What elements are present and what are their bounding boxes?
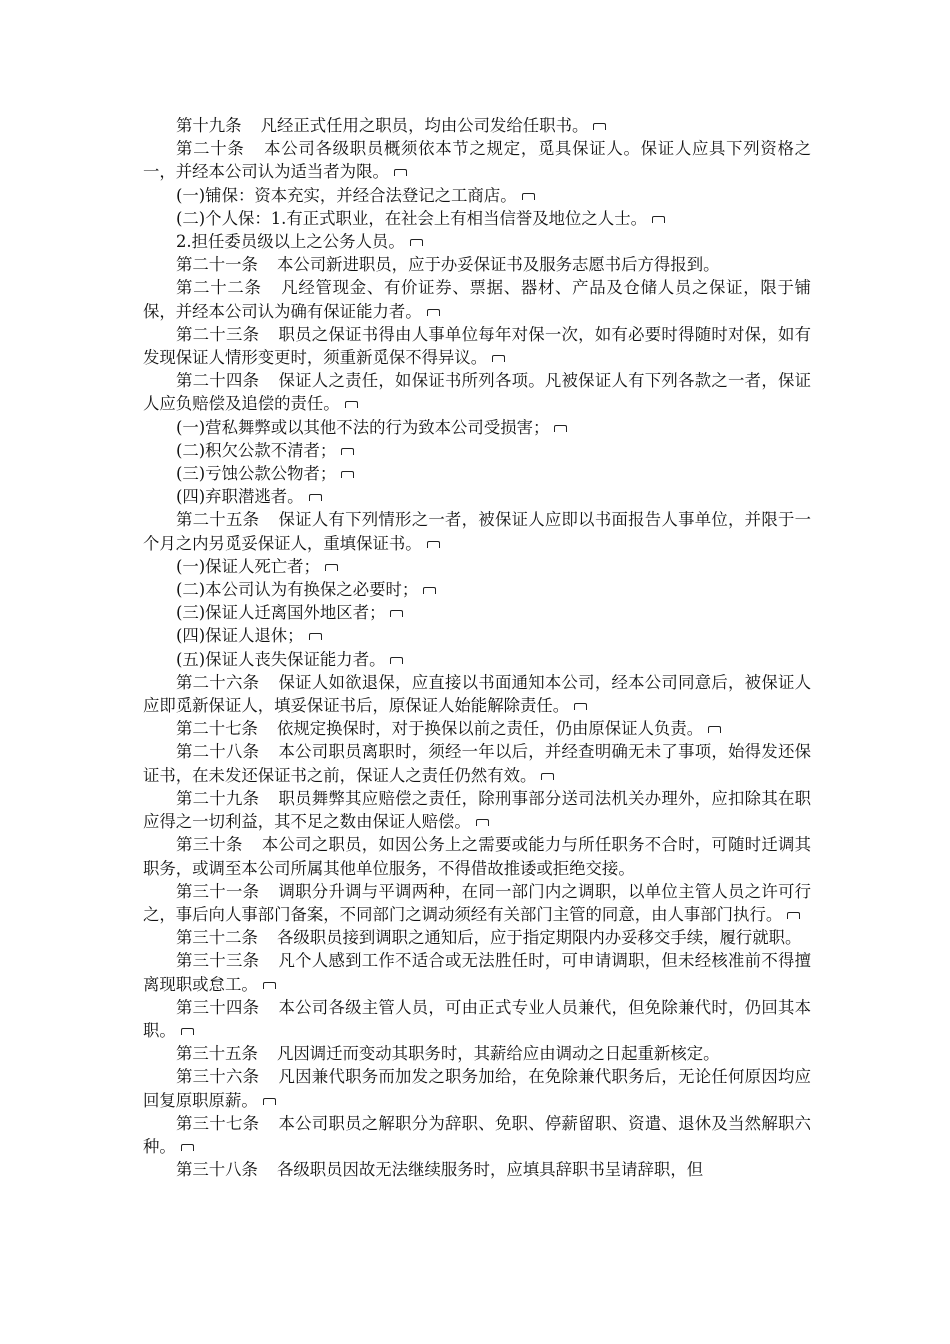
paragraph-mark-icon xyxy=(325,564,338,571)
paragraph xyxy=(143,833,811,879)
paragraph-text: (二)积欠公款不清者； xyxy=(176,440,337,460)
paragraph-mark-icon xyxy=(181,1028,194,1035)
paragraph-text: 保证人如欲退保，应直接以书面通知本公司，经本公司同意后，被保证人应即觅新保证人，填妥保证书后，原保证人始能解除责任。 xyxy=(143,672,812,716)
paragraph-text: 凡经管现金、有价证券、票据、器材、产品及仓储人员之保证，限于铺保，并经本公司认为确有保证能力者。 xyxy=(143,278,812,321)
document-body xyxy=(143,114,811,1181)
paragraph xyxy=(143,717,811,740)
paragraph-mark-icon xyxy=(522,193,535,200)
paragraph xyxy=(143,323,811,369)
paragraph-text: (五)保证人丧失保证能力者。 xyxy=(176,649,386,669)
article-number: 第三十一条 xyxy=(176,881,260,901)
paragraph-mark-icon xyxy=(492,355,505,362)
paragraph-text: 调职分升调与平调两种，在同一部门内之调职，以单位主管人员之许可行之，事后向人事部门备案，不同部门之调动须经有关部门主管的同意，由人事部门执行。 xyxy=(143,881,812,924)
article-number: 第三十四条 xyxy=(176,997,260,1017)
paragraph xyxy=(143,369,811,415)
paragraph-text: (一)铺保：资本充实，并经合法登记之工商店。 xyxy=(176,185,517,205)
paragraph-text: (四)保证人退休； xyxy=(176,626,304,646)
article-number: 第三十二条 xyxy=(176,928,258,948)
paragraph-text: 本公司新进职员，应于办妥保证书及服务志愿书后方得报到。 xyxy=(276,255,720,275)
paragraph xyxy=(143,439,811,462)
article-number: 第三十七条 xyxy=(176,1113,260,1133)
paragraph xyxy=(143,485,811,508)
paragraph-text: 各级职员接到调职之通知后，应于指定期限内办妥移交手续，履行就职。 xyxy=(276,928,802,948)
paragraph xyxy=(143,926,811,949)
paragraph xyxy=(143,416,811,439)
article-number: 第二十二条 xyxy=(176,278,262,298)
article-number: 第三十五条 xyxy=(176,1044,258,1064)
article-number: 第三十六条 xyxy=(176,1067,260,1087)
paragraph-mark-icon xyxy=(427,309,440,316)
paragraph xyxy=(143,1042,811,1065)
paragraph-text: 2.担任委员级以上之公务人员。 xyxy=(176,232,405,252)
paragraph xyxy=(143,601,811,624)
paragraph-mark-icon xyxy=(263,1098,276,1105)
paragraph xyxy=(143,276,811,322)
paragraph-text: (一)保证人死亡者； xyxy=(176,556,320,576)
paragraph xyxy=(143,578,811,601)
article-number: 第二十一条 xyxy=(176,255,258,275)
paragraph-text: (二)个人保：1.有正式职业，在社会上有相当信誉及地位之人士。 xyxy=(176,208,647,228)
paragraph xyxy=(143,671,811,717)
paragraph-text: 保证人之责任，如保证书所列各项。凡被保证人有下列各款之一者，保证人应负赔偿及追偿的责任。 xyxy=(143,371,812,414)
paragraph xyxy=(143,1158,811,1181)
paragraph-text: 本公司职员离职时，须经一年以后，并经查明确无未了事项，始得发还保证书，在未发还保证书之前，保证人之责任仍然有效。 xyxy=(143,742,812,785)
paragraph-mark-icon xyxy=(390,610,403,617)
article-number: 第二十九条 xyxy=(176,788,260,808)
paragraph xyxy=(143,555,811,578)
paragraph-mark-icon xyxy=(394,169,407,176)
paragraph-text: (三)保证人迁离国外地区者； xyxy=(176,603,386,623)
paragraph-text: 职员之保证书得由人事单位每年对保一次，如有必要时得随时对保，如有发现保证人情形变更时，须重新觅保不得异议。 xyxy=(143,324,812,368)
paragraph-mark-icon xyxy=(410,239,423,246)
paragraph-mark-icon xyxy=(309,633,322,640)
paragraph xyxy=(143,949,811,995)
paragraph-mark-icon xyxy=(427,541,440,548)
paragraph-text: 依规定换保时，对于换保以前之责任，仍由原保证人负责。 xyxy=(276,719,704,739)
paragraph-mark-icon xyxy=(390,657,403,664)
article-number: 第二十四条 xyxy=(176,371,260,391)
paragraph-mark-icon xyxy=(263,982,276,989)
paragraph-mark-icon xyxy=(554,425,567,432)
paragraph-mark-icon xyxy=(476,819,489,826)
paragraph-text: 职员舞弊其应赔偿之责任，除刑事部分送司法机关办理外，应扣除其在职应得之一切利益，其不足之数由保证人赔偿。 xyxy=(143,788,812,832)
paragraph-text: 保证人有下列情形之一者，被保证人应即以书面报告人事单位，并限于一个月之内另觅妥保证人，重填保证书。 xyxy=(143,510,812,553)
article-number: 第二十三条 xyxy=(176,324,260,344)
paragraph-mark-icon xyxy=(652,216,665,223)
paragraph-mark-icon xyxy=(708,726,721,733)
paragraph xyxy=(143,1112,811,1158)
article-number: 第二十八条 xyxy=(176,742,260,762)
article-number: 第十九条 xyxy=(176,116,242,135)
paragraph-mark-icon xyxy=(574,703,587,710)
paragraph xyxy=(143,880,811,926)
paragraph-mark-icon xyxy=(341,448,354,455)
paragraph xyxy=(143,137,811,183)
article-number: 第三十八条 xyxy=(176,1160,258,1180)
paragraph-mark-icon xyxy=(541,773,554,780)
article-number: 第二十七条 xyxy=(176,719,258,739)
paragraph-text: 本公司职员之解职分为辞职、免职、停薪留职、资遣、退休及当然解职六种。 xyxy=(143,1113,812,1156)
paragraph-mark-icon xyxy=(423,587,436,594)
paragraph xyxy=(143,648,811,671)
paragraph xyxy=(143,462,811,485)
article-number: 第二十六条 xyxy=(176,672,260,692)
paragraph xyxy=(143,508,811,554)
paragraph xyxy=(143,184,811,207)
paragraph-mark-icon xyxy=(787,912,800,919)
paragraph-text: 凡因兼代职务而加发之职务加给，在免除兼代职务后，无论任何原因均应回复原职原薪。 xyxy=(143,1067,812,1110)
article-number: 第二十五条 xyxy=(176,510,260,530)
paragraph-text: 本公司各级主管人员，可由正式专业人员兼代，但免除兼代时，仍回其本职。 xyxy=(143,997,812,1040)
paragraph xyxy=(143,740,811,786)
paragraph xyxy=(143,253,811,276)
paragraph-mark-icon xyxy=(181,1144,194,1151)
paragraph-text: (一)营私舞弊或以其他不法的行为致本公司受损害； xyxy=(176,417,550,437)
paragraph xyxy=(143,207,811,230)
paragraph-mark-icon xyxy=(309,494,322,501)
article-number: 第三十条 xyxy=(176,835,243,855)
paragraph-mark-icon xyxy=(593,123,606,130)
paragraph-text: (四)弃职潜逃者。 xyxy=(176,487,304,507)
paragraph xyxy=(143,996,811,1042)
paragraph-text: (二)本公司认为有换保之必要时； xyxy=(176,580,419,600)
article-number: 第二十条 xyxy=(176,139,245,159)
paragraph xyxy=(143,1065,811,1111)
paragraph xyxy=(143,624,811,647)
paragraph-mark-icon xyxy=(345,401,358,408)
paragraph-text: 本公司各级职员概须依本节之规定，觅具保证人。保证人应具下列资格之一，并经本公司认为适当者为限。 xyxy=(143,139,812,182)
paragraph xyxy=(143,230,811,253)
paragraph xyxy=(143,787,811,833)
paragraph-mark-icon xyxy=(341,471,354,478)
paragraph-text: 本公司之职员，如因公务上之需要或能力与所任职务不合时，可随时迁调其职务，或调至本公司所属其他单位服务，不得借故推诿或拒绝交接。 xyxy=(143,835,812,878)
paragraph-text: 凡个人感到工作不适合或无法胜任时，可申请调职，但未经核准前不得擅离现职或怠工。 xyxy=(143,951,812,994)
paragraph-text: 各级职员因故无法继续服务时，应填具辞职书呈请辞职，但 xyxy=(276,1160,704,1180)
paragraph-text: 凡经正式任用之职员，均由公司发给任职书。 xyxy=(260,116,589,135)
article-number: 第三十三条 xyxy=(176,951,260,971)
paragraph xyxy=(143,114,811,137)
paragraph-text: (三)亏蚀公款公物者； xyxy=(176,464,337,484)
paragraph-text: 凡因调迁而变动其职务时，其薪给应由调动之日起重新核定。 xyxy=(276,1044,720,1064)
